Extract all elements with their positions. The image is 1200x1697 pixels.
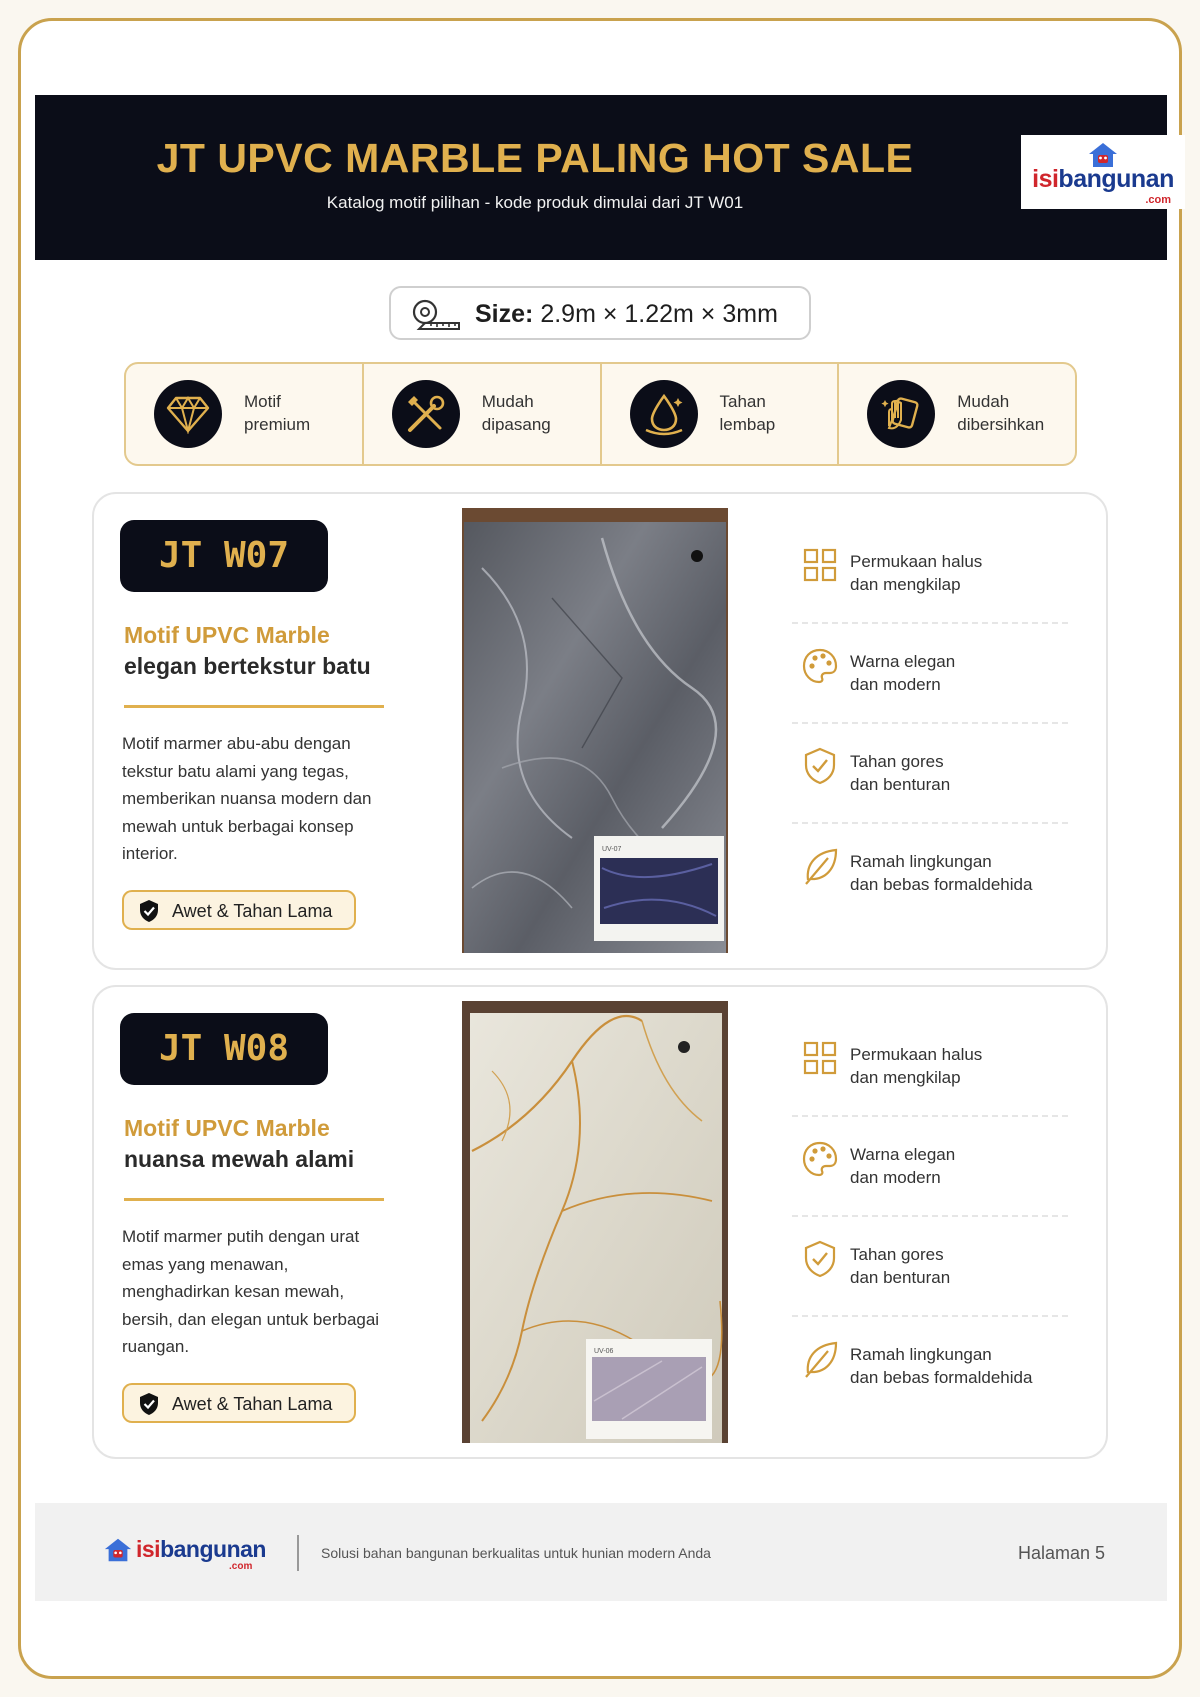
spec-text: Tahan gores dan benturan xyxy=(850,752,951,794)
footer-logo[interactable]: isibangunan xyxy=(136,1536,266,1562)
palette-icon xyxy=(802,1139,838,1179)
shield-check-icon xyxy=(802,746,838,786)
feature-item xyxy=(126,364,364,464)
shield-check-icon xyxy=(802,1239,838,1279)
product-card-jt-w07 xyxy=(92,492,1108,970)
size-info xyxy=(389,286,811,340)
tape-measure-icon xyxy=(409,298,461,330)
spec-item xyxy=(792,824,1068,924)
product-photo[interactable] xyxy=(462,508,728,953)
feature-item xyxy=(839,364,1075,464)
page-title: JT UPVC MARBLE PALING HOT SALE xyxy=(156,135,914,181)
logo-wordmark: isibangunan xyxy=(1032,165,1174,193)
spec-item xyxy=(792,724,1068,824)
leaf-icon xyxy=(802,846,838,886)
marble-sample-image xyxy=(462,1001,728,1443)
product-subtitle-gold: Motif UPVC Marble xyxy=(124,622,330,648)
product-subtitle-dark: elegan bertekstur batu xyxy=(124,653,371,679)
durable-badge: Awet & Tahan Lama xyxy=(122,1383,356,1423)
product-description: Motif marmer abu-abu dengan tekstur batu alami yang tegas, memberikan nuansa modern dan mewah untuk berbagai konsep interior. xyxy=(122,734,372,863)
spec-text: Permukaan halus dan mengkilap xyxy=(850,552,983,594)
cleaning-hand-icon xyxy=(879,392,923,436)
palette-icon xyxy=(802,646,838,686)
marble-sample-image xyxy=(462,508,728,953)
spec-list xyxy=(792,1017,1068,1417)
page-subtitle: Katalog motif pilihan - kode produk dimulai dari JT W01 xyxy=(326,193,744,212)
footer-logo-suffix: .com xyxy=(229,1561,253,1572)
logo-suffix: .com xyxy=(1145,194,1171,206)
water-drop-icon xyxy=(642,392,686,436)
feature-item xyxy=(602,364,840,464)
sample-label: UV-07 xyxy=(602,846,622,853)
durable-badge: Awet & Tahan Lama xyxy=(122,890,356,930)
spec-text: Ramah lingkungan dan bebas formaldehida xyxy=(850,1345,1033,1387)
product-subtitle-dark: nuansa mewah alami xyxy=(124,1146,355,1172)
footer xyxy=(35,1503,1167,1601)
brand-logo[interactable] xyxy=(1021,135,1185,209)
product-photo[interactable] xyxy=(462,1001,728,1443)
leaf-icon xyxy=(802,1339,838,1379)
spec-text: Warna elegan dan modern xyxy=(850,1145,956,1187)
feature-strip xyxy=(124,362,1077,466)
house-logo-icon xyxy=(103,1536,133,1564)
product-code: JT W08 xyxy=(120,1013,328,1085)
spec-text: Warna elegan dan modern xyxy=(850,652,956,694)
diamond-icon xyxy=(166,394,210,434)
spec-text: Ramah lingkungan dan bebas formaldehida xyxy=(850,852,1033,894)
sample-label: UV-06 xyxy=(594,1348,614,1355)
footer-divider xyxy=(297,1535,299,1571)
size-text: Size: 2.9m × 1.22m × 3mm xyxy=(475,300,778,328)
spec-item xyxy=(792,1117,1068,1217)
spec-item xyxy=(792,624,1068,724)
header-banner xyxy=(35,95,1174,260)
product-code: JT W07 xyxy=(120,520,328,592)
product-card-jt-w08 xyxy=(92,985,1108,1459)
feature-item xyxy=(364,364,602,464)
spec-list xyxy=(792,524,1068,924)
product-description: Motif marmer putih dengan urat emas yang menawan, menghadirkan kesan mewah, bersih, dan elegan untuk berbagai ruangan. xyxy=(122,1227,380,1356)
product-subtitle-gold: Motif UPVC Marble xyxy=(124,1115,330,1141)
spec-text: Permukaan halus dan mengkilap xyxy=(850,1045,983,1087)
spec-item xyxy=(792,1217,1068,1317)
spec-item xyxy=(792,1317,1068,1417)
grid-icon xyxy=(802,1039,838,1079)
feature-label: Mudah dibersihkan xyxy=(957,392,1045,434)
feature-label: Motif premium xyxy=(244,392,311,434)
spec-item xyxy=(792,1017,1068,1117)
divider xyxy=(124,705,384,708)
shield-check-icon xyxy=(138,1392,160,1416)
spec-text: Tahan gores dan benturan xyxy=(850,1245,951,1287)
spec-item xyxy=(792,524,1068,624)
page-number: Halaman 5 xyxy=(1017,1543,1105,1563)
footer-tagline: Solusi bahan bangunan berkualitas untuk hunian modern Anda xyxy=(321,1545,711,1561)
feature-label: Tahan lembap xyxy=(719,392,776,434)
feature-label: Mudah dipasang xyxy=(481,392,551,434)
tools-icon xyxy=(404,392,448,436)
shield-check-icon xyxy=(138,899,160,923)
divider xyxy=(124,1198,384,1201)
grid-icon xyxy=(802,546,838,586)
